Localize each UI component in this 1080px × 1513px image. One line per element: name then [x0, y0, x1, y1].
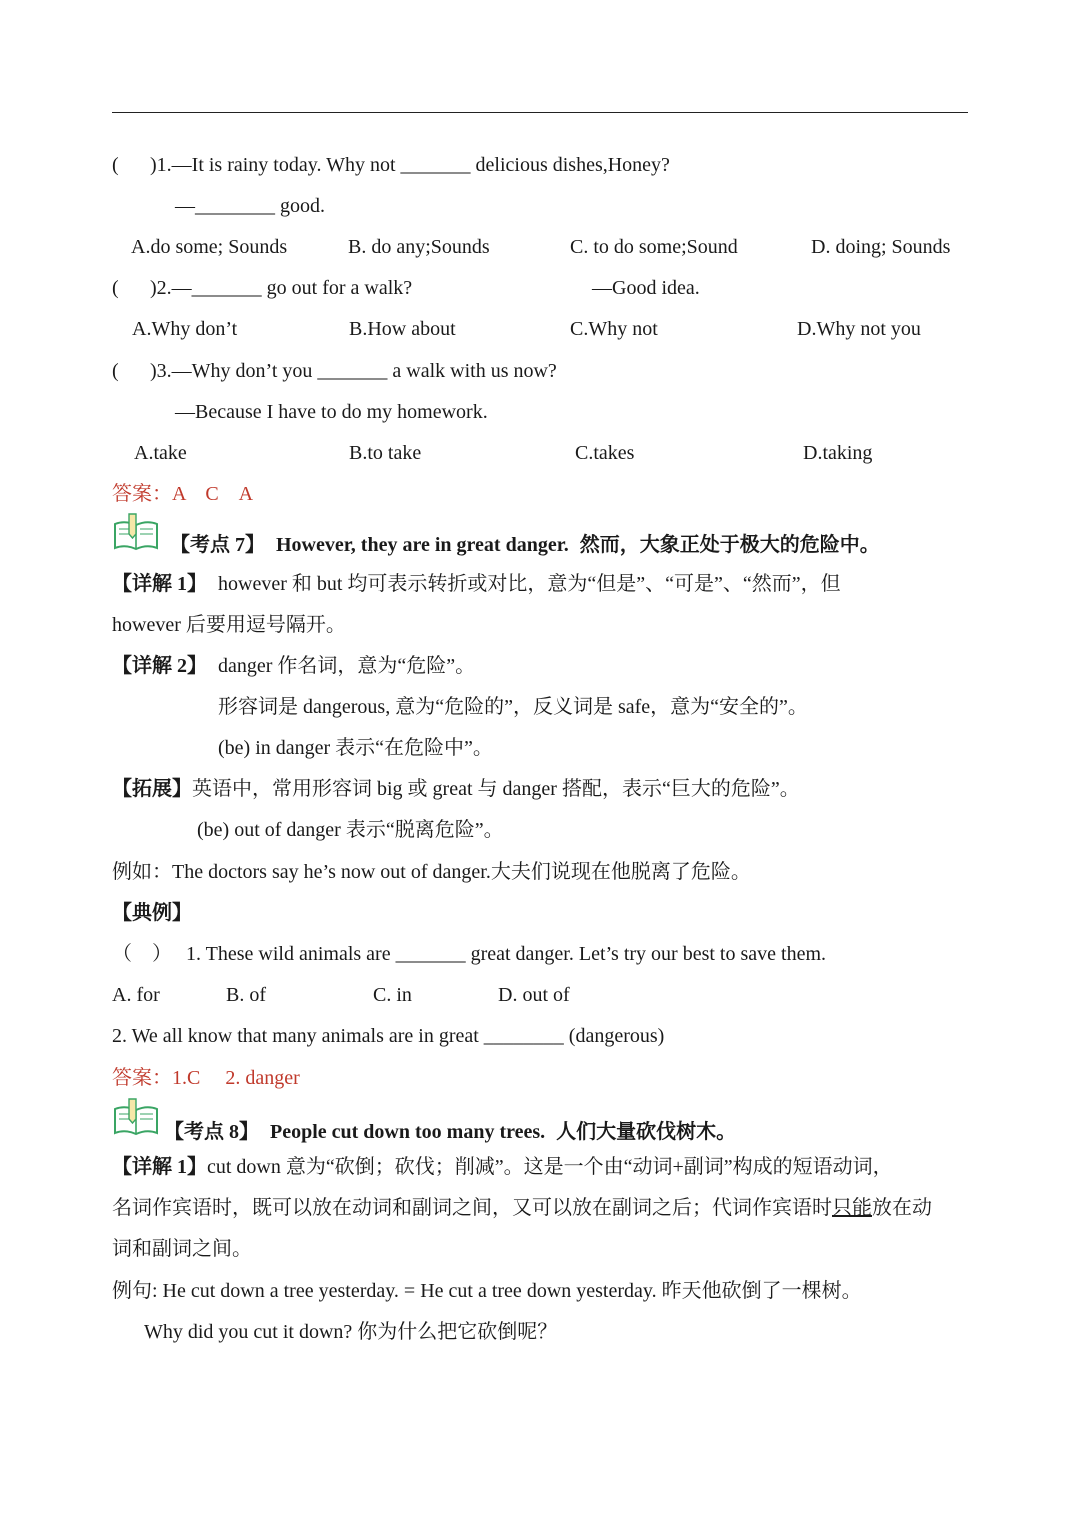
point8-zh: 人们大量砍伐树木。 — [556, 1121, 737, 1143]
point7-zh: 然而，大象正处于极大的危险中。 — [579, 534, 880, 556]
point8-detail1 — [112, 1155, 893, 1179]
point7-detail2-tag: 【详解 2】 — [112, 655, 207, 677]
q3-option-d: D.taking — [803, 442, 873, 464]
point7-ex1: 1. These wild animals are _______ great danger. Let’s try our best to save them. — [186, 943, 827, 965]
point7-ex1-option-c: C. in — [373, 984, 412, 1006]
point8-detail1-underlined: 只能 — [832, 1197, 872, 1219]
point7-en: However, they are in great danger. — [276, 534, 569, 556]
point7-detail1-text: however 和 but 均可表示转折或对比，意为“但是”、“可是”、“然而”，但 — [218, 573, 841, 595]
point7-typical-tag: 【典例】 — [112, 902, 192, 924]
point8-detail1-line2 — [112, 1196, 932, 1220]
point7-ex1-option-d: D. out of — [498, 984, 570, 1006]
q3-stem: )3.—Why don’t you _______ a walk with us now? — [150, 360, 557, 382]
point7-title — [170, 533, 880, 557]
point7-example: 例如：The doctors say he’s now out of danger.大夫们说现在他脱离了危险。 — [112, 861, 751, 883]
q2-option-c: C.Why not — [570, 318, 658, 340]
answer-1: 答案：A C A — [112, 483, 254, 505]
q2-stem: )2.—_______ go out for a walk? — [150, 277, 413, 299]
header-rule — [112, 112, 968, 113]
point7-answer: 答案：1.C 2. danger — [112, 1067, 300, 1089]
point8-detail1-tag: 【详解 1】 — [112, 1156, 207, 1178]
q1-option-a: A.do some; Sounds — [131, 236, 288, 258]
point7-extension — [112, 777, 800, 801]
point8-detail1-line2-a: 名词作宾语时，既可以放在动词和副词之间，又可以放在副词之后；代词作宾语时 — [112, 1197, 832, 1219]
q1-option-b: B. do any;Sounds — [348, 236, 490, 258]
q1-reply: —________ good. — [175, 195, 325, 217]
q1-option-d: D. doing; Sounds — [811, 236, 951, 258]
q2-paren: ( — [112, 277, 119, 299]
point8-detail1-line2-b: 放在动 — [872, 1197, 932, 1219]
q1-option-c: C. to do some;Sound — [570, 236, 738, 258]
point7-ex1-paren: （ ） — [112, 943, 172, 965]
q3-reply: —Because I have to do my homework. — [175, 401, 488, 423]
point7-detail1 — [112, 572, 841, 596]
point8-detail1-text: cut down 意为“砍倒；砍伐；削减”。这是一个由“动词+副词”构成的短语动词， — [207, 1156, 893, 1178]
point7-detail1-cont: however 后要用逗号隔开。 — [112, 614, 346, 636]
q2-reply: —Good idea. — [592, 277, 700, 299]
point7-extension-tag: 【拓展】 — [112, 778, 192, 800]
point7-extension-line2: (be) out of danger 表示“脱离危险”。 — [197, 819, 504, 841]
point7-extension-text: 英语中，常用形容词 big 或 great 与 danger 搭配，表示“巨大的危险”。 — [192, 778, 800, 800]
point7-detail2-text: danger 作名词，意为“危险”。 — [218, 655, 476, 677]
q1-stem: )1.—It is rainy today. Why not _______ delicious dishes,Honey? — [150, 154, 670, 176]
point8-example-line1: 例句: He cut down a tree yesterday. = He cut a tree down yesterday. 昨天他砍倒了一棵树。 — [112, 1280, 862, 1302]
point7-detail2-line3: (be) in danger 表示“在危险中”。 — [218, 737, 493, 759]
point8-detail1-line3: 词和副词之间。 — [112, 1238, 252, 1260]
point7-ex1-option-b: B. of — [226, 984, 266, 1006]
q2-option-d: D.Why not you — [797, 318, 921, 340]
q1-paren: ( — [112, 154, 119, 176]
point8-tag: 【考点 8】 — [164, 1121, 259, 1143]
point7-detail1-tag: 【详解 1】 — [112, 573, 207, 595]
q3-option-b: B.to take — [349, 442, 422, 464]
point7-ex1-option-a: A. for — [112, 984, 160, 1006]
book-pen-icon — [112, 512, 160, 552]
point8-example-line2: Why did you cut it down? 你为什么把它砍倒呢？ — [144, 1321, 558, 1343]
point8-en: People cut down too many trees. — [270, 1121, 546, 1143]
point7-tag: 【考点 7】 — [170, 534, 265, 556]
point7-ex2: 2. We all know that many animals are in great ________ (dangerous) — [112, 1025, 665, 1047]
point7-detail2-line2: 形容词是 dangerous, 意为“危险的”，反义词是 safe，意为“安全的”。 — [218, 696, 808, 718]
point8-title — [164, 1120, 736, 1144]
book-pen-icon — [112, 1097, 160, 1137]
point7-detail2 — [112, 654, 475, 678]
q3-option-c: C.takes — [575, 442, 635, 464]
q2-option-a: A.Why don’t — [132, 318, 238, 340]
q3-paren: ( — [112, 360, 119, 382]
q3-option-a: A.take — [134, 442, 187, 464]
q2-option-b: B.How about — [349, 318, 456, 340]
